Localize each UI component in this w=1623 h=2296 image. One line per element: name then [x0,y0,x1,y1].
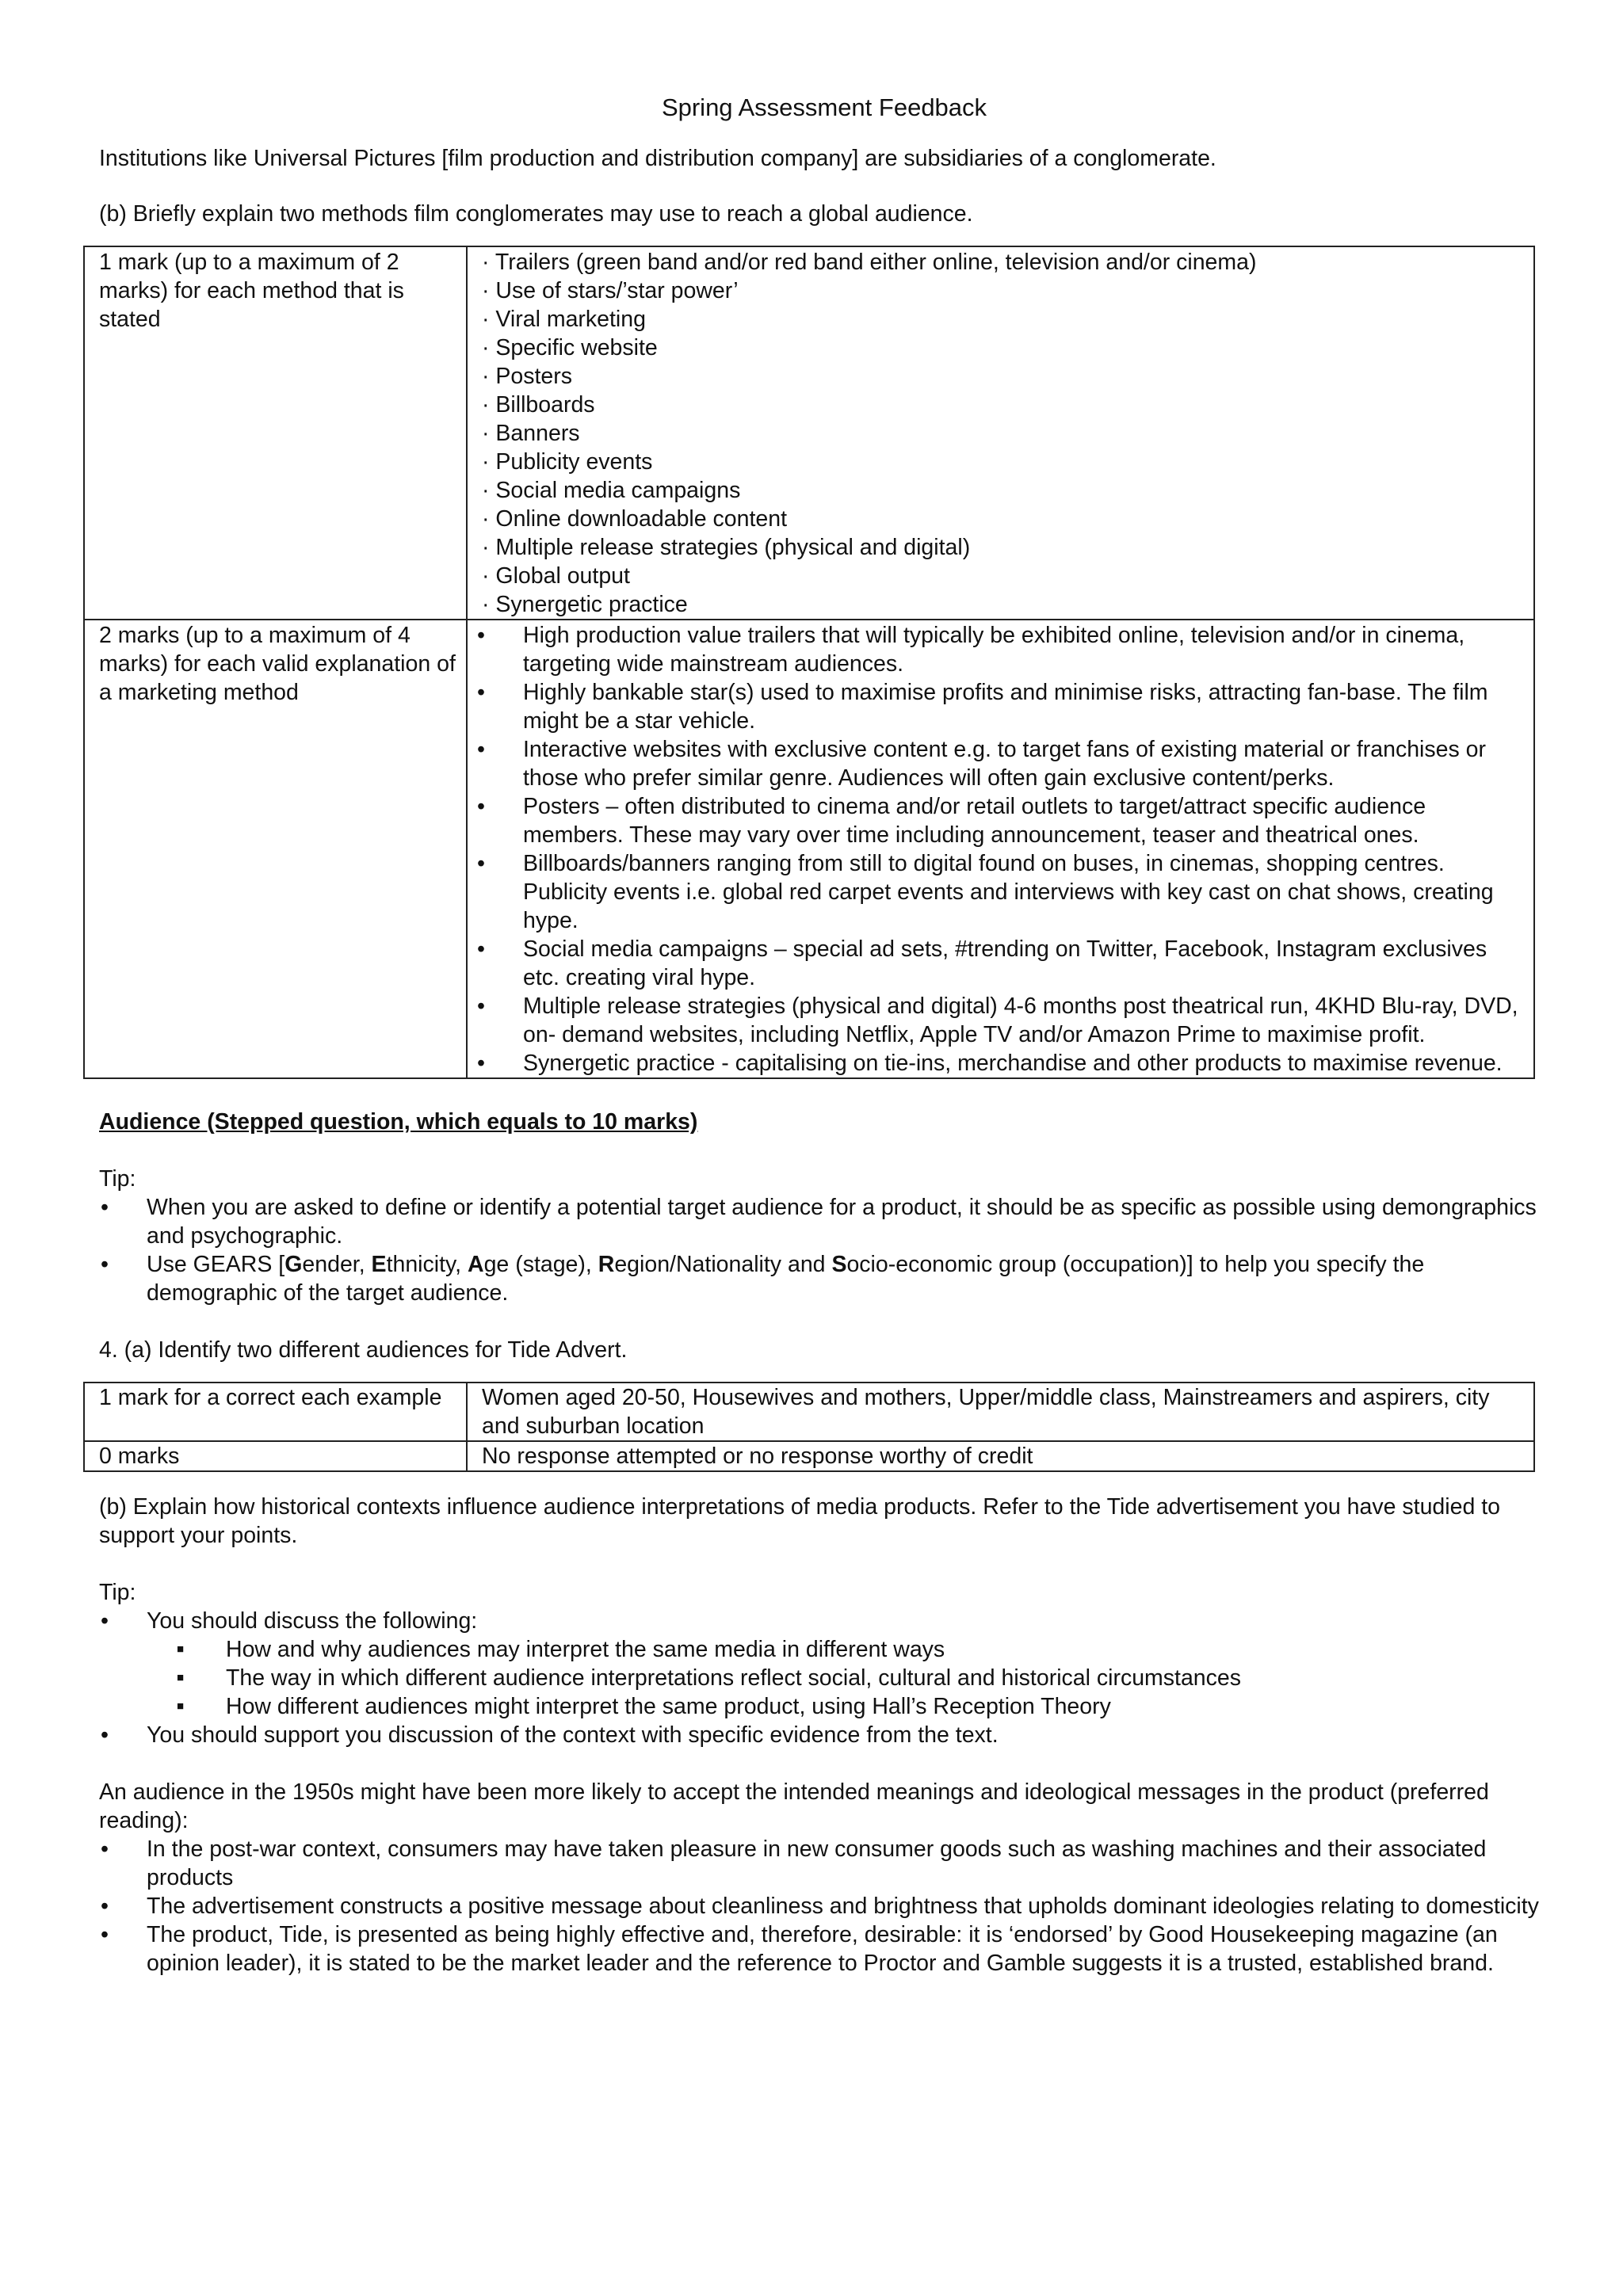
tip-list-1 [99,1193,1549,1307]
list-1950s [99,1835,1549,1978]
answer-cell: No response attempted or no response worthy of credit [467,1441,1534,1471]
list-item: • In the post-war context, consumers may have taken pleasure in new consumer goods such as washing machines and their associated products [99,1835,1549,1892]
list-item: • High production value trailers that will typically be exhibited online, television and/or in cinema, targeting wide mainstream audiences. [475,621,1527,678]
list-item: · Posters [482,364,573,389]
list-item: • When you are asked to define or identify a potential target audience for a product, it should be as specific as possible using demongraphics and psychographic. [99,1193,1549,1250]
list-item: • You should support you discussion of the context with specific evidence from the text. [99,1721,1549,1749]
explanations-list [475,621,1527,1077]
list-item: • Synergetic practice - capitalising on tie-ins, merchandise and other products to maximise revenue. [475,1049,1527,1077]
marking-table-1 [83,246,1535,1079]
list-item: · Publicity events [482,449,653,475]
table-row [84,1441,1534,1471]
list-item: • Social media campaigns – special ad sets, #trending on Twitter, Facebook, Instagram exclusives etc. creating viral hype. [475,935,1527,992]
list-item: • Interactive websites with exclusive content e.g. to target fans of existing material or franchises or those who prefer similar genre. Audiences will often gain exclusive content/perks. [475,735,1527,792]
list-item: · Banners [482,421,580,446]
list-item: • Billboards/banners ranging from still to digital found on buses, in cinemas, shopping centres. Publicity events i.e. global red carpet events and interviews with key cast on chat shows, creating hype. [475,849,1527,935]
question-4b: (b) Explain how historical contexts influence audience interpretations of media products. Refer to the Tide advertisement you have studied to support your points. [99,1494,1500,1548]
list-item: • Posters – often distributed to cinema and/or retail outlets to target/attract specific audience members. These may vary over time including announcement, teaser and theatrical ones. [475,792,1527,849]
marking-table-2 [83,1382,1535,1472]
list-item: • The advertisement constructs a positive message about cleanliness and brightness that upholds dominant ideologies relating to domesticity [99,1892,1549,1920]
mark-criteria-cell: 0 marks [84,1441,467,1471]
list-item: ■ How different audiences might interpret the same product, using Hall’s Reception Theory [97,1692,1549,1721]
question-b: (b) Briefly explain two methods film conglomerates may use to reach a global audience. [99,201,973,227]
mark-criteria-cell: 1 mark for a correct each example [84,1383,467,1441]
list-item: ■ How and why audiences may interpret the same media in different ways [97,1635,1549,1664]
list-item: · Synergetic practice [482,592,688,617]
sub-list [97,1635,1549,1721]
question-4a: 4. (a) Identify two different audiences for Tide Advert. [99,1337,628,1363]
mark-criteria-cell: 2 marks (up to a maximum of 4 marks) for each valid explanation of a marketing method [84,620,467,1078]
page-title: Spring Assessment Feedback [661,93,987,121]
list-item: • Highly bankable star(s) used to maximise profits and minimise risks, attracting fan-base. The film might be a star vehicle. [475,678,1527,735]
list-item: · Viral marketing [482,307,646,332]
list-item: · Billboards [482,392,595,418]
table-row [84,1383,1534,1441]
answer-cell: Women aged 20-50, Housewives and mothers, Upper/middle class, Mainstreamers and aspirers, city and suburban location [467,1383,1534,1441]
methods-cell [467,246,1534,620]
methods-list [482,248,1527,619]
document-page [99,92,1549,1978]
list-item: · Social media campaigns [482,478,741,503]
list-item: · Global output [482,563,630,589]
explanations-cell [467,620,1534,1078]
list-item: • You should discuss the following: ■ How and why audiences may interpret the same media in different ways ■ The way in which different audience interpretations reflect social, cultural and historical circumstances ■ How different audiences might interpret the same product, using Hall’s Reception Theory [99,1607,1549,1721]
list-item: • Multiple release strategies (physical and digital) 4-6 months post theatrical run, 4KHD Blu-ray, DVD, on- demand websites, including Netflix, Apple TV and/or Amazon Prime to maximise profit. [475,992,1527,1049]
tip-label: Tip: [99,1166,136,1192]
list-item: · Specific website [482,335,658,360]
table-row [84,620,1534,1078]
list-item: ■ The way in which different audience interpretations reflect social, cultural and historical circumstances [97,1664,1549,1692]
list-item: • Use GEARS [Gender, Ethnicity, Age (stage), Region/Nationality and Socio-economic group (occupation)] to help you specify the demographic of the target audience. [99,1250,1549,1307]
mark-criteria-cell: 1 mark (up to a maximum of 2 marks) for each method that is stated [84,246,467,620]
list-item: · Use of stars/’star power’ [482,278,739,303]
intro-text: Institutions like Universal Pictures [film production and distribution company] are subsidiaries of a conglomerate. [99,146,1216,171]
tip-label: Tip: [99,1580,136,1605]
paragraph-1950s: An audience in the 1950s might have been more likely to accept the intended meanings and ideological messages in the product (preferred reading): [99,1779,1489,1833]
audience-heading: Audience (Stepped question, which equals to 10 marks) [99,1109,698,1135]
table-row [84,246,1534,620]
list-item: • The product, Tide, is presented as being highly effective and, therefore, desirable: it is ‘endorsed’ by Good Housekeeping magazine (an opinion leader), it is stated to be the market leader and the reference to Proctor and Gamble suggests it is a trusted, established brand. [99,1920,1549,1978]
tip-list-2 [99,1607,1549,1749]
list-item: · Multiple release strategies (physical and digital) [482,535,971,560]
list-item: · Online downloadable content [482,506,788,532]
list-item: · Trailers (green band and/or red band either online, television and/or cinema) [482,250,1257,275]
